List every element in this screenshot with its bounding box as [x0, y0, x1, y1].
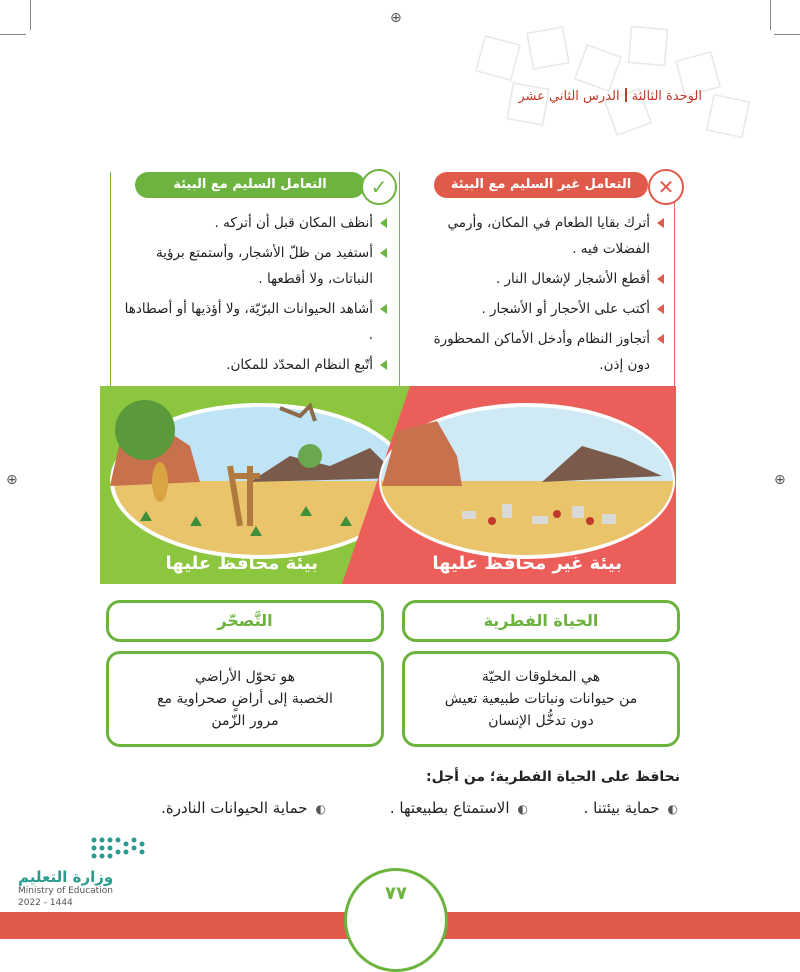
wildlife-definition [402, 651, 680, 747]
list-item: أقطع الأشجار لإشعال النار . [430, 266, 666, 292]
ministry-logo-icon [88, 834, 152, 864]
checkmark-icon: ✓ [361, 169, 397, 205]
conserve-heading: نحافظ على الحياة الفطرية؛ من أجل: [425, 769, 680, 785]
reason-enjoy-nature: ◐ الاستمتاع بطبيعتها . [390, 799, 528, 817]
ministry-year: 2022 - 1444 [18, 898, 73, 908]
list-item: أشاهد الحيوانات البرّيّة، ولا أؤذيها أو أصطادها . [119, 296, 389, 348]
desertification-term-title: التَّصحّر [106, 600, 384, 642]
list-item: أكتب على الأحجار أو الأشجار . [430, 296, 666, 322]
wildlife-term-title: الحياة الفطرية [402, 600, 680, 642]
definition-line: الخصبة إلى أراضٍ صحراوية مع [157, 691, 333, 707]
definition-line: مرور الزّمن [211, 713, 279, 729]
reason-protect-rare-animals: ◐ حماية الحيوانات النادرة. [161, 799, 326, 817]
definition-line: دون تدخُّل الإنسان [488, 713, 594, 729]
list-item: أتّبع النظام المحدّد للمكان. [119, 352, 389, 378]
close-icon: ✕ [648, 169, 684, 205]
decorative-pattern [470, 20, 770, 140]
page-number: ٧٧ [344, 868, 448, 972]
protected-caption: بيئة محافَظ عليها [165, 553, 318, 574]
unhealthy-list [430, 210, 666, 382]
header-separator [625, 88, 627, 102]
list-item: أستفيد من ظلّ الأشجار، وأستمتع برؤية النباتات، ولا أقطعها . [119, 240, 389, 292]
lesson-label: الدرس الثاني عشر [518, 89, 620, 104]
definition-line: من حيوانات ونباتات طبيعية تعيش [444, 691, 638, 707]
definition-line: هي المخلوقات الحيّة [481, 669, 601, 685]
desertification-definition [106, 651, 384, 747]
registration-mark-left: ⊕ [6, 472, 18, 488]
ministry-name-english: Ministry of Education [18, 886, 113, 896]
reason-protect-environment: ◐ حماية بيئتنا . [584, 799, 678, 817]
unprotected-caption: بيئة غير محافَظ عليها [432, 553, 622, 574]
definition-line: هو تحوّل الأراضي [195, 669, 295, 685]
registration-mark-right: ⊕ [774, 472, 786, 488]
healthy-list [119, 210, 389, 382]
healthy-panel [110, 172, 400, 392]
list-item: أنظف المكان قبل أن أتركه . [119, 210, 389, 236]
healthy-title: التعامل السليم مع البيئة [135, 172, 365, 198]
unit-label: الوحدة الثالثة [631, 89, 702, 104]
unprotected-environment-scene [342, 386, 676, 584]
registration-mark-top: ⊕ [390, 10, 402, 26]
unhealthy-panel [424, 172, 675, 392]
ministry-name-arabic: وزارة التعليم [18, 868, 114, 886]
list-item: أترك بقايا الطعام في المكان، وأرمي الفضلات فيه . [430, 210, 666, 262]
list-item: أتجاوز النظام وأدخل الأماكن المحظورة دون إذن. [430, 326, 666, 378]
unhealthy-title: التعامل غير السليم مع البيئة [434, 172, 648, 198]
unit-lesson-header [518, 88, 702, 104]
